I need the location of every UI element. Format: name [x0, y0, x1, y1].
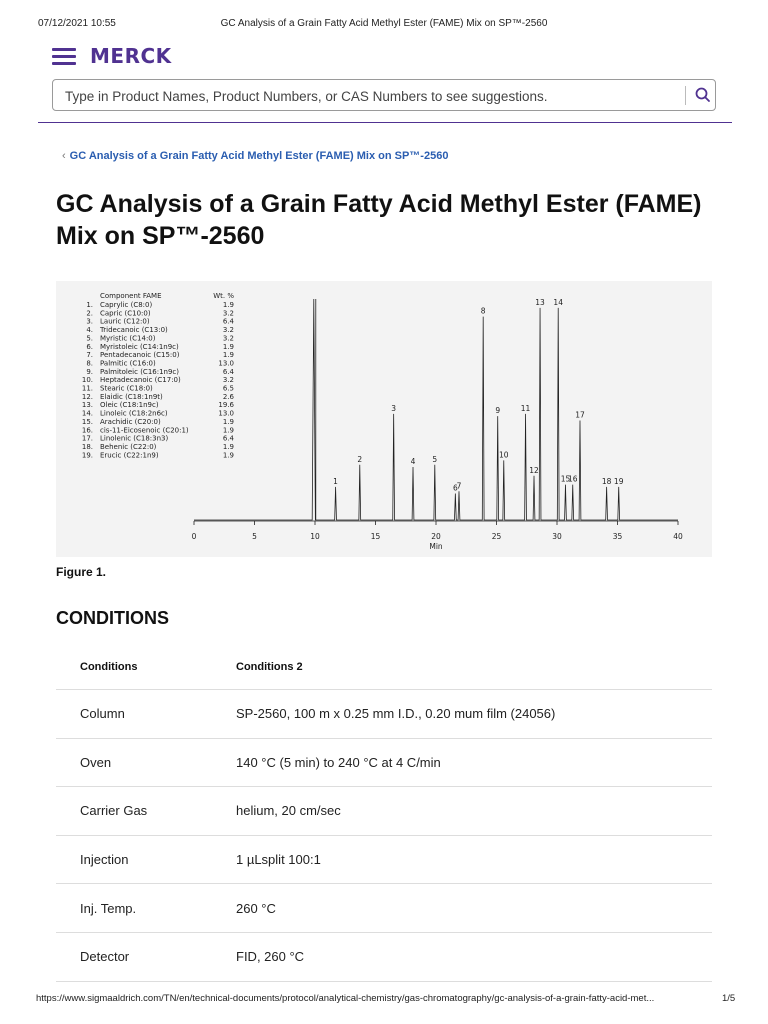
legend-number: 1. [86, 301, 93, 309]
legend-component-name: Elaidic (C18:1n9t) [100, 392, 163, 401]
condition-label: Column [56, 690, 212, 739]
legend-weight: 13.0 [218, 359, 234, 368]
legend-number: 3. [86, 317, 93, 326]
print-header [0, 0, 768, 36]
legend-weight: 19.6 [218, 401, 234, 410]
x-tick-label: 25 [491, 532, 502, 541]
peak-label: 5 [432, 454, 438, 464]
table-row [56, 738, 712, 787]
print-page-title: GC Analysis of a Grain Fatty Acid Methyl Ester (FAME) Mix on SP™-2560 [220, 18, 548, 29]
breadcrumb-link[interactable]: GC Analysis of a Grain Fatty Acid Methyl Ester (FAME) Mix on SP™-2560 [69, 150, 449, 162]
legend-component-name: Oleic (C18:1n9c) [100, 401, 159, 410]
print-url: https://www.sigmaaldrich.com/TN/en/technical-documents/protocol/analytical-chemistry/gas-chromatography/gc-analysis-of-a-grain-fatty-acid-met... [36, 993, 655, 1004]
peak-label: 4 [410, 456, 416, 466]
x-axis-label: Min [429, 542, 443, 551]
page-title: GC Analysis of a Grain Fatty Acid Methyl Ester (FAME) Mix on SP™-2560 [56, 190, 702, 250]
x-tick-label: 30 [552, 532, 562, 541]
legend-number: 17. [81, 434, 93, 443]
legend-weight: 1.9 [222, 426, 234, 435]
legend-weight: 6.4 [222, 367, 234, 376]
search-divider [685, 86, 686, 105]
table-row [56, 835, 712, 884]
legend-component-name: Arachidic (C20:0) [100, 417, 161, 426]
chevron-left-icon: ‹ [62, 150, 66, 162]
peak-label: 11 [520, 403, 531, 413]
legend-weight: 6.4 [222, 434, 234, 443]
condition-label: Oven [56, 738, 212, 787]
legend-weight: 1.9 [222, 351, 234, 360]
legend-number: 19. [81, 451, 93, 460]
legend-weight: 6.5 [222, 384, 234, 393]
condition-value: FID, 260 °C [212, 932, 712, 981]
peak-label: 19 [613, 476, 624, 486]
legend-number: 11. [81, 384, 93, 393]
legend-number: 9. [86, 367, 93, 376]
peak-label: 12 [529, 465, 539, 475]
legend-number: 16. [81, 426, 93, 435]
legend-weight: 3.2 [222, 334, 234, 343]
legend-component-name: Myristoleic (C14:1n9c) [100, 342, 179, 351]
page-number: 1/5 [722, 993, 736, 1004]
legend-number: 6. [86, 342, 93, 351]
condition-value: 140 °C (5 min) to 240 °C at 4 C/min [212, 738, 712, 787]
condition-value: 260 °C [212, 884, 712, 933]
legend-header-component: Component FAME [100, 292, 162, 300]
legend-component-name: cis-11-Eicosenoic (C20:1) [100, 426, 189, 435]
legend-component-name: Caprylic (C8:0) [100, 301, 153, 309]
peak-label: 10 [498, 450, 509, 460]
peak-label: 17 [575, 410, 585, 420]
legend-weight: 3.2 [222, 326, 234, 335]
condition-label: Injection [56, 835, 212, 884]
legend-weight: 1.9 [222, 442, 234, 451]
legend-component-name: Stearic (C18:0) [100, 384, 153, 393]
legend-component-name: Palmitoleic (C16:1n9c) [100, 367, 180, 376]
conditions-heading: CONDITIONS [56, 608, 170, 628]
chromatogram-trace [194, 299, 678, 520]
x-tick-label: 0 [191, 532, 197, 541]
legend-number: 8. [86, 359, 93, 368]
peak-label: 7 [456, 481, 462, 491]
peak-label: 8 [480, 306, 486, 316]
print-timestamp: 07/12/2021 10:55 [38, 18, 116, 29]
merck-logo-graphic [90, 44, 190, 68]
peak-label: 15 [560, 474, 571, 484]
condition-label: Carrier Gas [56, 787, 212, 836]
legend-component-name: Lauric (C12:0) [100, 317, 150, 326]
legend-component-name: Heptadecanoic (C17:0) [100, 376, 181, 385]
legend-weight: 6.4 [222, 317, 234, 326]
legend-component-name: Erucic (C22:1n9) [100, 451, 159, 460]
peak-label: 13 [535, 297, 545, 307]
column-header: Conditions 2 [212, 645, 712, 690]
legend-weight: 2.6 [222, 392, 234, 401]
table-row [56, 884, 712, 933]
legend-number: 5. [86, 334, 93, 343]
condition-label: Detector [56, 932, 212, 981]
peak-label: 9 [495, 406, 501, 416]
legend-weight: 1.9 [222, 342, 234, 351]
table-row [56, 932, 712, 981]
legend-number: 4. [86, 326, 93, 335]
legend-weight: 3.2 [222, 309, 234, 318]
legend-component-name: Behenic (C22:0) [100, 442, 157, 451]
legend-number: 14. [81, 409, 93, 418]
hamburger-icon[interactable] [52, 48, 76, 66]
condition-value: 1 µLsplit 100:1 [212, 835, 712, 884]
legend-header-wt: Wt. % [213, 292, 234, 300]
peak-label: 16 [567, 474, 578, 484]
peak-label: 1 [333, 476, 338, 486]
x-tick-label: 40 [673, 532, 683, 541]
legend-component-name: Myristic (C14:0) [100, 334, 156, 343]
legend-weight: 13.0 [218, 409, 234, 418]
table-row [56, 690, 712, 739]
legend-number: 15. [81, 417, 93, 426]
legend-component-name: Linoleic (C18:2n6c) [100, 409, 168, 418]
legend-component-name: Tridecanoic (C13:0) [100, 326, 168, 335]
breadcrumb[interactable] [62, 150, 448, 162]
x-tick-label: 20 [431, 532, 441, 541]
legend-weight: 1.9 [222, 417, 234, 426]
column-header: Conditions [56, 645, 212, 690]
condition-value: helium, 20 cm/sec [212, 787, 712, 836]
peak-label: 2 [357, 454, 363, 464]
peak-label: 6 [452, 483, 458, 493]
table-header-row [56, 645, 712, 690]
legend-number: 10. [81, 376, 93, 385]
chromatogram-figure [56, 281, 712, 557]
legend-component-name: Palmitic (C16:0) [100, 359, 156, 368]
legend-weight: 3.2 [222, 376, 234, 385]
x-tick-label: 35 [612, 532, 623, 541]
legend-number: 13. [81, 401, 93, 410]
merck-logo[interactable] [90, 44, 190, 74]
search-input[interactable] [63, 85, 677, 107]
search-icon[interactable] [693, 85, 713, 105]
search-bar [52, 79, 716, 111]
condition-label: Inj. Temp. [56, 884, 212, 933]
header-divider [38, 122, 732, 123]
chromatogram-chart [56, 281, 712, 557]
x-tick-label: 10 [310, 532, 320, 541]
legend-component-name: Linolenic (C18:3n3) [100, 434, 169, 443]
legend-number: 12. [81, 392, 93, 401]
peak-label: 18 [601, 476, 612, 486]
x-tick-label: 15 [370, 532, 381, 541]
legend-component-name: Capric (C10:0) [100, 309, 151, 318]
table-row [56, 787, 712, 836]
peak-label: 14 [553, 297, 563, 307]
legend-number: 2. [86, 309, 93, 318]
top-navigation-bar [52, 42, 732, 74]
legend-number: 7. [86, 351, 93, 360]
legend-number: 18. [81, 442, 93, 451]
conditions-table [56, 645, 712, 982]
legend-weight: 1.9 [222, 301, 234, 309]
figure-caption: Figure 1. [56, 565, 107, 579]
legend-weight: 1.9 [222, 451, 234, 460]
peak-label: 3 [391, 403, 397, 413]
condition-value: SP-2560, 100 m x 0.25 mm I.D., 0.20 mum film (24056) [212, 690, 712, 739]
legend-component-name: Pentadecanoic (C15:0) [100, 351, 180, 360]
logo-text: MERCK [90, 44, 172, 68]
x-tick-label: 5 [252, 532, 257, 541]
